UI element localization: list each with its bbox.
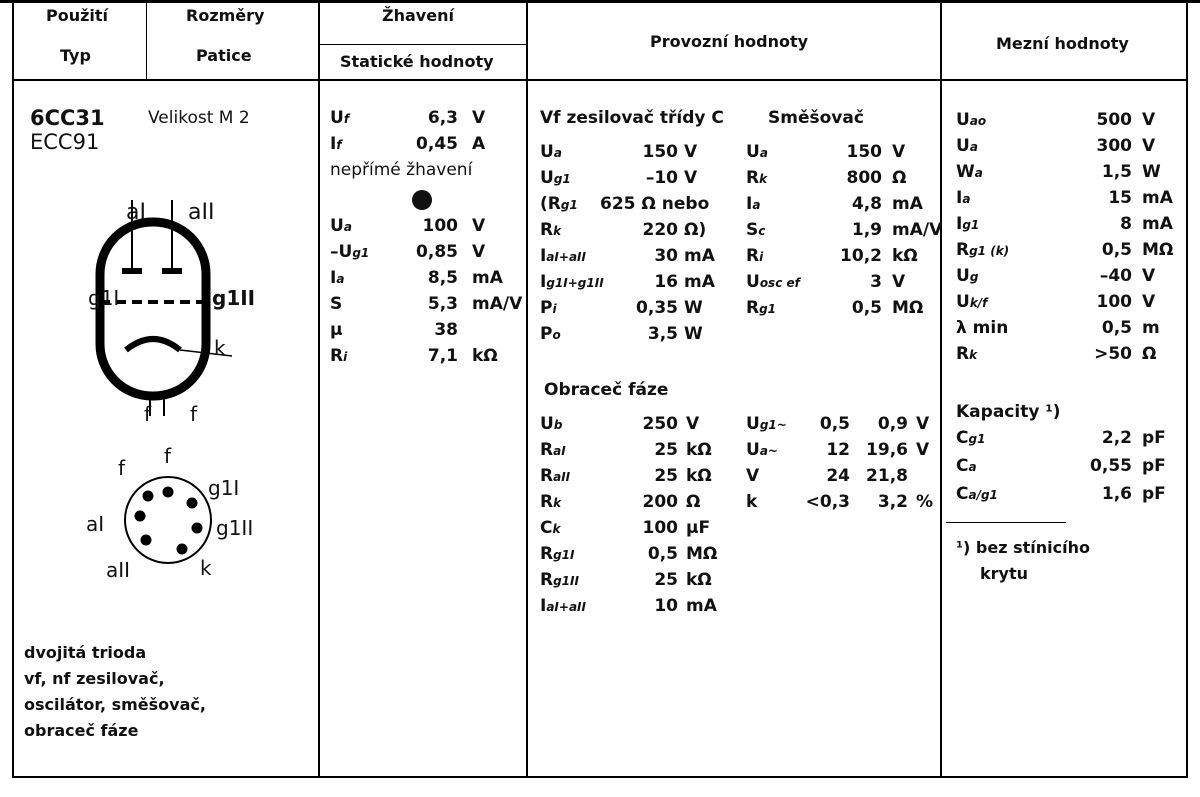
mix-list-value: 150 (846, 142, 882, 162)
mix-list-value: 0,5 (851, 298, 882, 318)
vf-list-value: 3,5 (647, 324, 678, 344)
phase-right-value-2: 19,6 (866, 440, 908, 460)
phase-list-value: 250 (642, 414, 678, 434)
vf-list-symbol: Ug1 (540, 168, 571, 188)
phase-list-value: 25 (654, 440, 678, 460)
phase-inverter-title: Obraceč fáze (544, 380, 669, 400)
vf-list-value: 625 Ω nebo (600, 194, 710, 214)
limit-list-value: >50 (1094, 344, 1132, 364)
limit-list-unit: V (1142, 292, 1156, 312)
phase-list-value: 200 (642, 492, 678, 512)
anode-plate-1 (122, 268, 142, 274)
static-list-value: 5,3 (427, 294, 458, 314)
vf-list-symbol: Po (540, 324, 561, 344)
header-heating: Žhavení (382, 6, 454, 25)
socket-pin (187, 498, 198, 509)
vf-list-unit: V (684, 142, 698, 162)
left-border (12, 0, 14, 778)
heating-row-1: Uf (330, 108, 350, 128)
cap-list-value: 0,55 (1090, 456, 1132, 476)
limit-list-symbol: Rk (956, 344, 978, 364)
mix-list-value: 3 (870, 272, 882, 292)
tube-description-1: dvojitá trioda (24, 643, 147, 662)
socket-label-k: k (200, 556, 212, 580)
mix-list-symbol: Ri (746, 246, 764, 266)
limit-list-unit: MΩ (1142, 240, 1174, 260)
cap-list-unit: pF (1142, 428, 1166, 448)
limit-list-symbol: Uk/f (956, 292, 988, 312)
limit-list-unit: Ω (1142, 344, 1157, 364)
phase-list-unit: mA (686, 596, 717, 616)
capacity-title: Kapacity ¹) (956, 402, 1061, 422)
socket-pin (192, 523, 203, 534)
phase-list-value: 100 (642, 518, 678, 538)
socket-label-aII: aII (106, 558, 131, 582)
tube-size: Velikost M 2 (148, 108, 250, 128)
phase-list-symbol: Ck (540, 518, 561, 538)
static-list-symbol: Ua (330, 216, 352, 236)
heating-row-2: If (330, 134, 342, 154)
tube-type-2: ECC91 (30, 130, 100, 154)
phase-list-value: 25 (654, 466, 678, 486)
footnote-1: ¹) bez stínicího (956, 538, 1090, 557)
mix-list-symbol: Uosc ef (746, 272, 800, 292)
socket-label-g1II: g1II (216, 516, 254, 540)
limit-list-value: 500 (1096, 110, 1132, 130)
socket-pin (163, 487, 174, 498)
tube-schematic (60, 190, 260, 430)
phase-right-value-2: 3,2 (877, 492, 908, 512)
static-list-symbol: μ (330, 320, 343, 340)
limit-list-unit: V (1142, 136, 1156, 156)
vf-list-unit: mA (684, 246, 715, 266)
pin-label-g1I: g1I (88, 286, 120, 310)
limit-list-symbol: Ug (956, 266, 979, 286)
limit-list-symbol: Wa (956, 162, 983, 182)
vf-list-symbol: Rk (540, 220, 562, 240)
static-list-unit: V (472, 216, 486, 236)
mix-list-symbol: Sc (746, 220, 766, 240)
limit-list-value: 1,5 (1101, 162, 1132, 182)
col-sep-3 (526, 0, 528, 778)
pin-label-f-1: f (144, 402, 152, 426)
limit-list-value: 300 (1096, 136, 1132, 156)
footnote-2: krytu (980, 564, 1028, 583)
right-border (1186, 0, 1188, 778)
cap-list-symbol: Ca/g1 (956, 484, 998, 504)
static-list-unit: V (472, 242, 486, 262)
cap-list-unit: pF (1142, 456, 1166, 476)
pin-label-k: k (214, 336, 226, 360)
vf-list-symbol: IaI+aII (540, 246, 586, 266)
mix-list-unit: MΩ (892, 298, 924, 318)
mix-list-symbol: Rk (746, 168, 768, 188)
limit-list-unit: mA (1142, 214, 1173, 234)
mix-list-unit: V (892, 142, 906, 162)
limit-list-symbol: Ig1 (956, 214, 980, 234)
ink-dot (412, 190, 432, 210)
static-list-unit: mA (472, 268, 503, 288)
socket-pin (141, 535, 152, 546)
limit-list-unit: V (1142, 110, 1156, 130)
phase-right-symbol: Ug1~ (746, 414, 787, 434)
static-list-value: 100 (422, 216, 458, 236)
limit-list-symbol: Ia (956, 188, 971, 208)
heating-value-1: 6,3 (427, 108, 458, 128)
phase-right-value-1: 12 (826, 440, 850, 460)
anode-plate-2 (162, 268, 182, 274)
header-limits: Mezní hodnoty (996, 34, 1129, 53)
limit-list-unit: V (1142, 266, 1156, 286)
phase-list-symbol: Rg1II (540, 570, 579, 590)
phase-list-symbol: Ub (540, 414, 563, 434)
phase-list-unit: kΩ (686, 440, 712, 460)
limit-list-unit: m (1142, 318, 1160, 338)
vf-list-symbol: Pi (540, 298, 557, 318)
vf-list-unit: Ω) (684, 220, 707, 240)
heating-sub-sep (320, 44, 526, 45)
cap-list-value: 1,6 (1101, 484, 1132, 504)
phase-right-unit: V (916, 414, 930, 434)
socket-pin (143, 491, 154, 502)
tube-description-2: vf, nf zesilovač, (24, 669, 165, 688)
mix-list-unit: V (892, 272, 906, 292)
header-type: Typ (60, 46, 91, 65)
mixer-title: Směšovač (768, 108, 864, 128)
socket-label-aI: aI (86, 512, 105, 536)
col-sep-4 (940, 0, 942, 778)
heating-value-2: 0,45 (416, 134, 458, 154)
phase-right-value-1: 24 (826, 466, 850, 486)
phase-right-unit: % (916, 492, 934, 512)
phase-right-value-1: 0,5 (819, 414, 850, 434)
limit-list-value: 100 (1096, 292, 1132, 312)
vf-list-unit: V (684, 168, 698, 188)
phase-list-unit: Ω (686, 492, 701, 512)
socket-label-f-1: f (118, 456, 126, 480)
vf-list-value: 220 (642, 220, 678, 240)
phase-list-value: 0,5 (647, 544, 678, 564)
col-sep-2 (318, 0, 320, 778)
vf-list-symbol: Ig1I+g1II (540, 272, 604, 292)
limit-list-value: 0,5 (1101, 318, 1132, 338)
phase-right-symbol: k (746, 492, 758, 512)
phase-list-symbol: IaI+aII (540, 596, 586, 616)
vf-amplifier-title: Vf zesilovač třídy C (540, 108, 724, 128)
vf-list-unit: mA (684, 272, 715, 292)
bottom-border (12, 776, 1188, 778)
mix-list-symbol: Ia (746, 194, 761, 214)
vf-list-value: 30 (654, 246, 678, 266)
phase-list-value: 10 (654, 596, 678, 616)
static-list-symbol: S (330, 294, 343, 314)
cap-list-symbol: Cg1 (956, 428, 986, 448)
static-list-symbol: –Ug1 (330, 242, 370, 262)
mix-list-unit: Ω (892, 168, 907, 188)
phase-list-unit: μF (686, 518, 711, 538)
vf-list-symbol: (Rg1 (540, 194, 578, 214)
mix-list-symbol: Ua (746, 142, 768, 162)
tube-description-3: oscilátor, směšovač, (24, 695, 206, 714)
heating-note: nepřímé žhavení (330, 160, 473, 180)
static-list-value: 8,5 (427, 268, 458, 288)
vf-list-value: 0,35 (636, 298, 678, 318)
tube-type-1: 6CC31 (30, 106, 105, 130)
mix-list-symbol: Rg1 (746, 298, 777, 318)
phase-list-symbol: RaI (540, 440, 566, 460)
cap-list-symbol: Ca (956, 456, 977, 476)
mix-list-value: 1,9 (851, 220, 882, 240)
phase-right-symbol: V (746, 466, 760, 486)
phase-list-symbol: Rk (540, 492, 562, 512)
socket-label-f-2: f (164, 444, 172, 468)
static-list-symbol: Ia (330, 268, 345, 288)
vf-list-value: 150 (642, 142, 678, 162)
limit-list-value: 0,5 (1101, 240, 1132, 260)
phase-right-unit: V (916, 440, 930, 460)
static-list-unit: mA/V (472, 294, 523, 314)
tube-description-4: obraceč fáze (24, 721, 139, 740)
phase-right-symbol: Ua~ (746, 440, 778, 460)
pin-label-aI: aI (126, 200, 146, 225)
header-bottom-line (12, 79, 1188, 81)
phase-list-unit: kΩ (686, 570, 712, 590)
cap-list-value: 2,2 (1101, 428, 1132, 448)
cap-list-unit: pF (1142, 484, 1166, 504)
limit-list-symbol: Ua (956, 136, 978, 156)
mix-list-value: 4,8 (851, 194, 882, 214)
header-use: Použití (46, 6, 109, 25)
static-list-symbol: Ri (330, 346, 348, 366)
phase-list-value: 25 (654, 570, 678, 590)
limit-list-symbol: λ min (956, 318, 1009, 338)
mix-list-value: 10,2 (840, 246, 882, 266)
phase-list-unit: MΩ (686, 544, 718, 564)
header-operating: Provozní hodnoty (650, 32, 809, 51)
cathode (126, 339, 180, 350)
header-static: Statické hodnoty (340, 52, 494, 71)
mix-list-unit: mA/V (892, 220, 943, 240)
heating-unit-2: A (472, 134, 486, 154)
vf-list-unit: W (684, 298, 703, 318)
limit-list-value: 15 (1108, 188, 1132, 208)
pin-label-f-2: f (190, 402, 198, 426)
phase-right-value-2: 0,9 (877, 414, 908, 434)
col-sep-1 (146, 0, 147, 80)
static-list-unit: kΩ (472, 346, 498, 366)
phase-list-unit: kΩ (686, 466, 712, 486)
vf-list-value: 16 (654, 272, 678, 292)
pin-label-aII: aII (188, 200, 215, 225)
socket-pin (135, 511, 146, 522)
pin-label-g1II: g1II (212, 286, 256, 310)
vf-list-symbol: Ua (540, 142, 562, 162)
vf-list-value: –10 (645, 168, 678, 188)
static-list-value: 38 (434, 320, 458, 340)
phase-right-value-2: 21,8 (866, 466, 908, 486)
heating-unit-1: V (472, 108, 486, 128)
mix-list-unit: kΩ (892, 246, 918, 266)
vf-list-unit: W (684, 324, 703, 344)
phase-list-symbol: RaII (540, 466, 571, 486)
socket-diagram (118, 470, 218, 570)
limit-list-symbol: Rg1 (k) (956, 240, 1010, 260)
phase-right-value-1: <0,3 (805, 492, 850, 512)
top-border (0, 0, 1200, 3)
static-list-value: 0,85 (416, 242, 458, 262)
header-socket: Patice (196, 46, 252, 65)
phase-list-unit: V (686, 414, 700, 434)
mix-list-unit: mA (892, 194, 923, 214)
mix-list-value: 800 (846, 168, 882, 188)
static-list-value: 7,1 (427, 346, 458, 366)
footnote-separator (946, 522, 1066, 523)
header-dimensions: Rozměry (186, 6, 265, 25)
limit-list-value: 8 (1120, 214, 1132, 234)
limit-list-unit: W (1142, 162, 1161, 182)
limit-list-unit: mA (1142, 188, 1173, 208)
socket-pin (177, 544, 188, 555)
phase-list-symbol: Rg1I (540, 544, 575, 564)
socket-label-g1I: g1I (208, 476, 240, 500)
limit-list-value: –40 (1099, 266, 1132, 286)
limit-list-symbol: Uao (956, 110, 987, 130)
